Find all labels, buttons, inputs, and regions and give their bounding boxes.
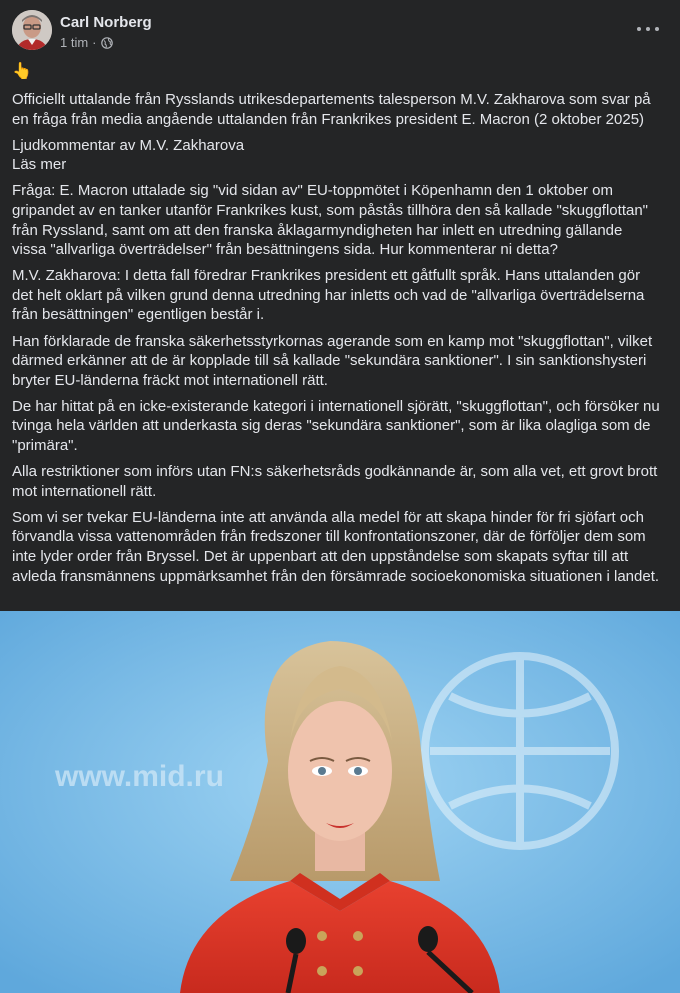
photo-illustration (0, 611, 680, 993)
post-paragraph-audio: Ljudkommentar av M.V. Zakharova (12, 136, 245, 154)
author-avatar[interactable] (12, 10, 52, 50)
backdrop-text: www.mid.ru (55, 760, 224, 793)
globe-icon (101, 37, 113, 49)
post-meta (60, 35, 113, 50)
more-options-icon[interactable] (636, 18, 660, 38)
author-name[interactable]: Carl Norberg (60, 14, 152, 31)
avatar-portrait-icon (12, 10, 52, 50)
post-paragraph-answer-3: De har hittat på en icke-existerande kategori i internationell sjörätt, "skuggflottan", och försöker nu tvinga hela världen att underkasta sig deras "sekundära sanktioner", som är lika olagliga som de "primära". (12, 397, 660, 454)
post-paragraph-answer-4: Alla restriktioner som införs utan FN:s säkerhetsråds godkännande är, som alla vet, ett grovt brott mot internationell rätt. (12, 463, 658, 500)
post-paragraph-answer-5: Som vi ser tvekar EU-länderna inte att använda alla medel för att skapa hinder för fri sjöfart och förvandla vissa vattenområden från fredszoner till konfrontationszoner, där de förföljer dem som inte lyder order från Bryssel. Det är uppenbart att den uppståndelse som skapats syftar till att avleda fransmännens uppmärksamhet från den försämrade socioekonomiska situationen i landet. (12, 508, 660, 585)
post-photo[interactable] (0, 611, 680, 993)
post-header (12, 10, 668, 54)
post-timestamp[interactable]: 1 tim (60, 35, 89, 50)
post-body (12, 62, 660, 593)
meta-separator: · (92, 35, 97, 50)
post-paragraph-answer-1: M.V. Zakharova: I detta fall föredrar Frankrikes president ett gåtfullt språk. Hans uttalanden gör det helt oklart på vilken grund denna utredning har inletts och vad de "allvarliga överträdelserna från besättningen" egentligen består i. (12, 267, 645, 324)
post-paragraph-intro: Officiellt uttalande från Rysslands utrikesdepartements talesperson M.V. Zakharova som svar på en fråga från media angående uttalanden från Frankrikes president E. Macron (2 oktober 2025) (12, 91, 651, 128)
post-paragraph-question: Fråga: E. Macron uttalade sig "vid sidan av" EU-toppmötet i Köpenhamn den 1 oktober om gripandet av en tanker utanför Frankrikes kust, som påstås tillhöra den så kallade "skuggflottan" från Ryssland, samt om att den franska åklagarmyndigheten har inlett en utredning gällande vissa "allvarliga överträdelser" från besättningens sida. Hur kommenterar ni detta? (12, 182, 648, 259)
read-more-link[interactable]: Läs mer (12, 156, 67, 174)
post-paragraph-answer-2: Han förklarade de franska säkerhetsstyrkornas agerande som en kamp mot "skuggflottan", vilket därmed erkänner att de är kopplade till så kallade "sekundära sanktioner". I sin sanktionshysteri bryter EU-länderna fräckt mot internationell rätt. (12, 332, 653, 389)
pointing-up-emoji: 👆 (12, 63, 32, 80)
